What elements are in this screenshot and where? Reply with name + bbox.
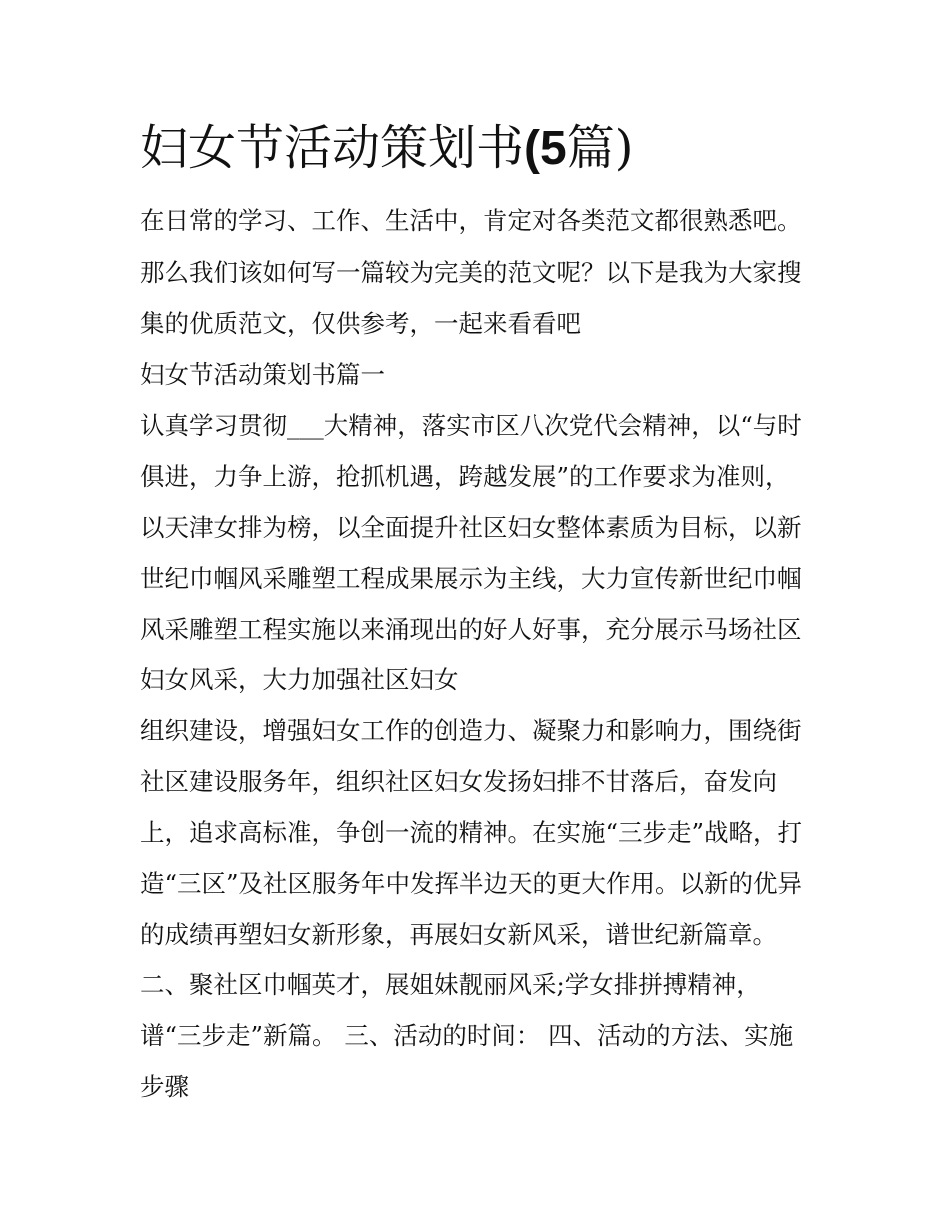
title-text: 妇女节活动策划书 xyxy=(140,120,525,176)
text-line-15: 的成绩再塑妇女新形象，再展妇女新风采，谱世纪新篇章。 xyxy=(140,920,777,949)
text-line-5: 认真学习贯彻___大精神，落实市区八次党代会精神，以“与时 xyxy=(140,411,802,440)
text-line-13: 上，追求高标准，争创一流的精神。在实施“三步走”战略，打 xyxy=(140,818,803,847)
text-line-14: 造“三区”及社区服务年中发挥半边天的更大作用。以新的优异 xyxy=(140,869,803,898)
text-line-2: 那么我们该如何写一篇较为完美的范文呢？以下是我为大家搜 xyxy=(140,258,802,287)
text-line-10: 妇女风采，大力加强社区妇女 xyxy=(140,665,459,694)
section-heading: 妇女节活动策划书篇一 xyxy=(140,360,385,389)
title-paren-open: ( xyxy=(524,122,540,175)
text-line-16: 二、聚社区巾帼英才，展姐妹靓丽风采;学女排拼搏精神， xyxy=(140,970,761,999)
text-line-8: 世纪巾帼风采雕塑工程成果展示为主线，大力宣传新世纪巾帼 xyxy=(140,564,802,593)
text-line-1: 在日常的学习、工作、生活中，肯定对各类范文都很熟悉吧。 xyxy=(140,206,802,235)
text-line-17: 谱“三步走”新篇。 三、活动的时间： 四、活动的方法、实施 xyxy=(140,1021,794,1050)
text-line-12: 社区建设服务年，组织社区妇女发扬妇排不甘落后，奋发向 xyxy=(140,767,777,796)
text-line-6: 俱进，力争上游，抢抓机遇，跨越发展”的工作要求为准则， xyxy=(140,462,790,491)
text-line-7: 以天津女排为榜，以全面提升社区妇女整体素质为目标，以新 xyxy=(140,513,802,542)
title-count: 5 xyxy=(540,122,567,175)
title-suffix: 篇) xyxy=(566,120,634,176)
text-line-18: 步骤 xyxy=(140,1072,189,1101)
document-title xyxy=(140,116,633,181)
text-line-9: 风采雕塑工程实施以来涌现出的好人好事，充分展示马场社区 xyxy=(140,615,802,644)
text-line-3: 集的优质范文，仅供参考，一起来看看吧 xyxy=(140,309,581,338)
text-line-11: 组织建设，增强妇女工作的创造力、凝聚力和影响力，围绕街 xyxy=(140,716,802,745)
